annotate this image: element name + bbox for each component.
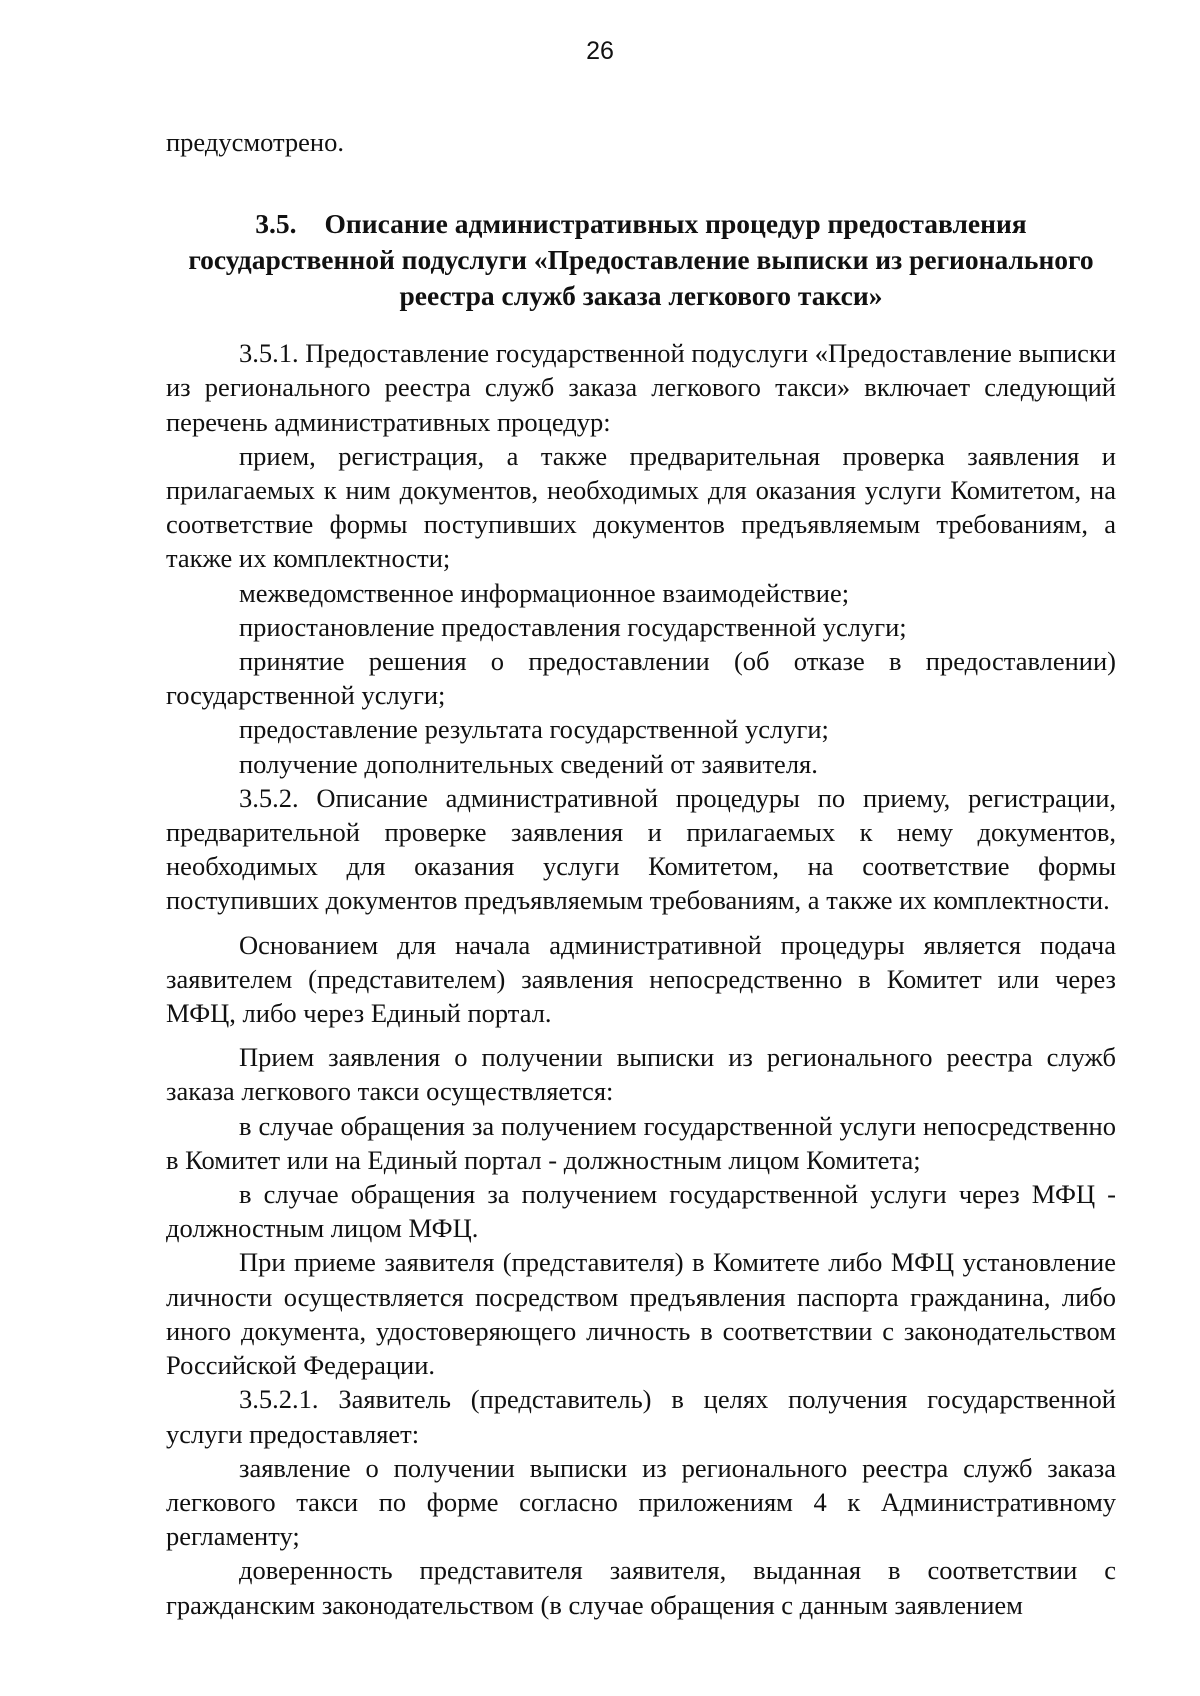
- list-item-power-of-attorney: доверенность представителя заявителя, выданная в соответствии с гражданским законодательством (в случае обращения с данным заявлением: [166, 1555, 1116, 1620]
- paragraph-3-5-2-1: 3.5.2.1. Заявитель (представитель) в целях получения государственной услуги предоставляет:: [166, 1384, 1116, 1449]
- list-item-additional-info: получение дополнительных сведений от заявителя.: [239, 748, 818, 779]
- list-item-reception: прием, регистрация, а также предварительная проверка заявления и прилагаемых к ним документов, необходимых для оказания услуги Комитетом, на соответствие формы поступивших документов предъявляемым требованиям, а также их комплектности;: [166, 440, 1116, 574]
- section-title: Описание административных процедур предоставления государственной подуслуги «Предоставление выписки из регионального реестра служб заказа легкового такси»: [188, 208, 1094, 312]
- paragraph-committee-case: в случае обращения за получением государственной услуги непосредственно в Комитет или на Единый портал - должностным лицом Комитета;: [166, 1110, 1116, 1175]
- section-number: 3.5.: [255, 208, 297, 240]
- paragraph-identity: При приеме заявителя (представителя) в Комитете либо МФЦ установление личности осуществляется посредством предъявления паспорта гражданина, либо иного документа, удостоверяющего личность в соответствии с законодательством Российской Федерации.: [166, 1247, 1116, 1381]
- list-item-decision: принятие решения о предоставлении (об отказе в предоставлении) государственной услуги;: [166, 646, 1116, 711]
- paragraph-3-5-2: 3.5.2. Описание административной процедуры по приему, регистрации, предварительной проверке заявления и прилагаемых к нему документов, необходимых для оказания услуги Комитетом, на соответствие формы поступивших документов предъявляемым требованиям, а также их комплектности.: [166, 782, 1116, 916]
- page-number: 26: [586, 37, 614, 65]
- section-heading: [166, 206, 1116, 314]
- document-body: [166, 125, 1116, 1622]
- paragraph-mfc-case: в случае обращения за получением государственной услуги через МФЦ - должностным лицом МФЦ.: [166, 1179, 1116, 1244]
- lead-fragment: предусмотрено.: [166, 127, 344, 157]
- list-item-suspension: приостановление предоставления государственной услуги;: [239, 611, 907, 642]
- list-item-application: заявление о получении выписки из регионального реестра служб заказа легкового такси по форме согласно приложениям 4 к Административному регламенту;: [166, 1452, 1116, 1552]
- paragraph-3-5-1: 3.5.1. Предоставление государственной подуслуги «Предоставление выписки из регионального реестра служб заказа легкового такси» включает следующий перечень административных процедур:: [166, 338, 1116, 437]
- list-item-result: предоставление результата государственной услуги;: [239, 714, 829, 745]
- paragraph-reception: Прием заявления о получении выписки из регионального реестра служб заказа легкового такси осуществляется:: [166, 1042, 1116, 1107]
- list-item-interagency: межведомственное информационное взаимодействие;: [239, 577, 850, 608]
- paragraph-basis: Основанием для начала административной процедуры является подача заявителем (представителем) заявления непосредственно в Комитет или через МФЦ, либо через Единый портал.: [166, 929, 1116, 1029]
